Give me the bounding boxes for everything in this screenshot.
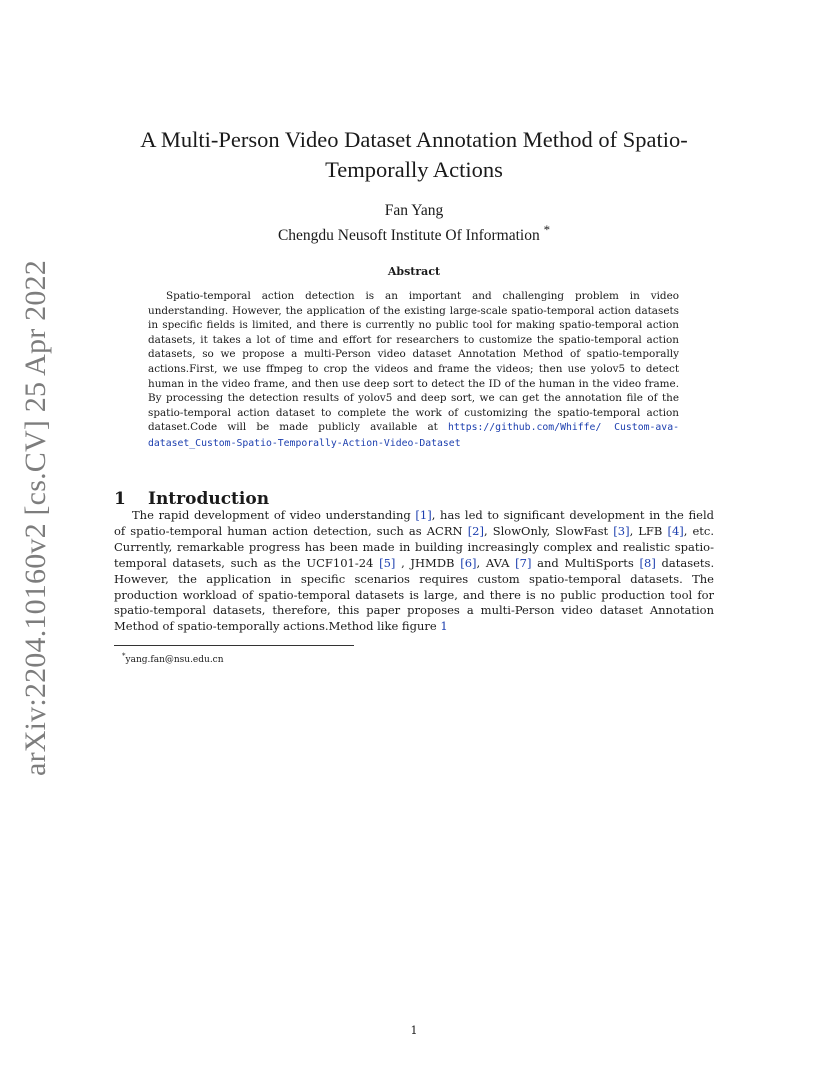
- citation-link[interactable]: [7]: [515, 555, 532, 570]
- code-url-part-1: https://github.com/Whiffe/: [448, 422, 602, 434]
- intro-text: , SlowOnly, SlowFast: [483, 523, 609, 538]
- affiliation-footnote-mark: *: [543, 222, 551, 237]
- page-number: 1: [410, 1024, 418, 1037]
- citation-link[interactable]: [8]: [639, 555, 656, 570]
- intro-text: The rapid development of video understanding: [132, 508, 411, 522]
- footnote-divider: [114, 645, 354, 646]
- footnote-email: yang.fan@nsu.edu.cn: [125, 655, 224, 665]
- author-name: Fan Yang: [384, 202, 444, 219]
- arxiv-side-stamp: [14, 260, 58, 776]
- abstract-body: [148, 289, 679, 452]
- citation-link[interactable]: [5]: [379, 555, 396, 570]
- section-heading-introduction: [114, 488, 714, 510]
- intro-text: , etc. Currently, remarkable progress has been made in building increasingly complex and realistic spatio-temporal datasets, such as the UCF101-24: [114, 523, 715, 570]
- footnote-mark: *: [122, 652, 126, 660]
- code-url-part-2: Custom-ava-dataset_Custom-Spatio-Temporally-Action-Video-Dataset: [148, 422, 679, 449]
- citation-link[interactable]: [3]: [613, 523, 630, 538]
- citation-link[interactable]: [6]: [460, 555, 477, 570]
- section-title: Introduction: [148, 489, 270, 510]
- affiliation-text: Chengdu Neusoft Institute Of Information: [277, 227, 540, 245]
- author-affiliation: [114, 220, 714, 246]
- abstract-heading: Abstract: [387, 265, 441, 278]
- citation-link[interactable]: [2]: [467, 523, 484, 538]
- paper-title: A Multi-Person Video Dataset Annotation Method of Spatio-Temporally Actions: [140, 127, 688, 182]
- arxiv-identifier: arXiv:2204.10160v2 [cs.CV] 25 Apr 2022: [19, 260, 53, 776]
- introduction-paragraph: [114, 508, 714, 635]
- footnote: [114, 650, 522, 666]
- intro-text: , has led to significant development in the field of spatio-temporal human action detection, such as ACRN: [114, 508, 714, 538]
- abstract-text: Spatio-temporal action detection is an important and challenging problem in video understanding. However, the application of the existing large-scale spatio-temporal action datasets in specific fields is limited, and there is currently no public tool for making spatio-temporal action datasets, it takes a lot of time and effort for researchers to customize the spatio-temporal action datasets, so we propose a multi-Person video dataset Annotation Method of spatio-temporally actions.First, we use ffmpeg to crop the videos and frame the videos; then use yolov5 to detect human in the video frame, and then use deep sort to detect the ID of the human in the video frame. By processing the detection results of yolov5 and deep sort, we can get the annotation file of the spatio-temporal action dataset to complete the work of customizing the spatio-temporal action dataset.Code will be made publicly available at: [148, 290, 679, 434]
- section-number: 1: [114, 489, 126, 510]
- intro-text: , LFB: [629, 523, 663, 538]
- figure-reference-link[interactable]: 1: [440, 619, 448, 634]
- intro-text: datasets. However, the application in specific scenarios requires custom spatio-temporal datasets. The production workload of spatio-temporal datasets is large, and there is no public production tool for spatio-temporal datasets, therefore, this paper proposes a multi-Person video dataset Annotation Method of spatio-temporally actions.Method like figure: [114, 555, 715, 634]
- intro-text: and MultiSports: [537, 555, 634, 570]
- intro-text: , JHMDB: [401, 555, 455, 570]
- citation-link[interactable]: [1]: [415, 508, 432, 522]
- citation-link[interactable]: [4]: [667, 523, 684, 538]
- intro-text: , AVA: [476, 555, 510, 570]
